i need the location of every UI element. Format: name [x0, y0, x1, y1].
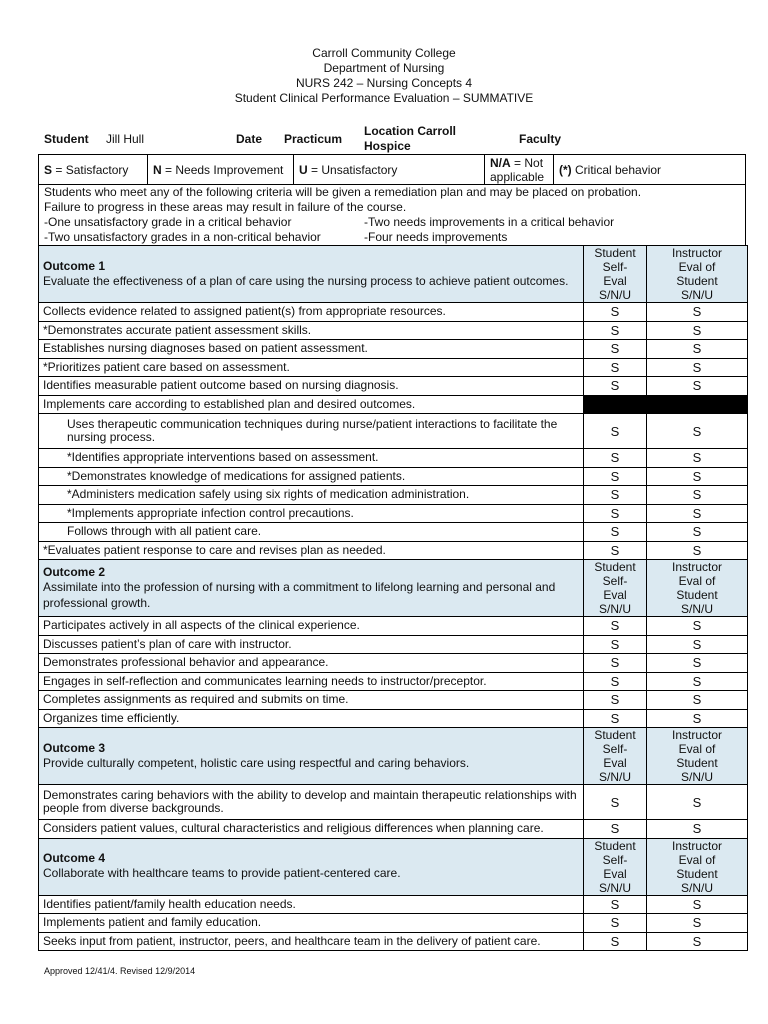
column-header-line: Eval — [603, 756, 627, 770]
student-grade-cell[interactable]: S — [584, 672, 647, 691]
student-grade-cell[interactable]: S — [584, 635, 647, 654]
outcome-heading — [39, 560, 584, 617]
criterion-row — [39, 820, 748, 839]
student-grade-cell[interactable]: S — [584, 303, 647, 322]
criterion-row — [39, 395, 748, 414]
outcome-description: Collaborate with healthcare teams to provide patient-centered care. — [43, 866, 401, 880]
criterion-row — [39, 654, 748, 673]
criterion-row — [39, 340, 748, 359]
criterion-text: *Demonstrates knowledge of medications for assigned patients. — [39, 467, 584, 486]
criterion-row — [39, 691, 748, 710]
date-label: Date — [236, 132, 263, 146]
criterion-text: *Prioritizes patient care based on assessment. — [39, 358, 584, 377]
instructor-grade-cell[interactable]: S — [647, 340, 748, 359]
criterion-text: *Administers medication safely using six rights of medication administration. — [39, 486, 584, 505]
outcome-header-row — [39, 728, 748, 785]
criteria-line-3a: -One unsatisfactory grade in a critical behavior — [44, 215, 292, 229]
criterion-text: *Identifies appropriate interventions based on assessment. — [39, 449, 584, 468]
remediation-criteria — [38, 184, 746, 246]
column-header-line: Student — [594, 246, 636, 260]
outcome-header-row — [39, 838, 748, 895]
student-grade-cell[interactable]: S — [584, 340, 647, 359]
criterion-row — [39, 635, 748, 654]
instructor-grade-cell[interactable]: S — [647, 358, 748, 377]
outcome-header-row — [39, 560, 748, 617]
not-evaluated-shade — [584, 395, 748, 414]
criterion-row — [39, 672, 748, 691]
criterion-text: Demonstrates professional behavior and appearance. — [39, 654, 584, 673]
instructor-grade-cell[interactable]: S — [647, 654, 748, 673]
column-header-line: Student — [676, 756, 718, 770]
criterion-text: Follows through with all patient care. — [39, 523, 584, 542]
student-grade-cell[interactable]: S — [584, 914, 647, 933]
criterion-row — [39, 504, 748, 523]
criterion-row — [39, 895, 748, 914]
outcome-description: Evaluate the effectiveness of a plan of care using the nursing process to achieve patient outcomes. — [43, 273, 569, 288]
form-title: Student Clinical Performance Evaluation – SUMMATIVE — [234, 91, 534, 105]
criterion-row — [39, 785, 748, 820]
instructor-grade-cell[interactable]: S — [647, 321, 748, 340]
instructor-grade-cell[interactable]: S — [647, 635, 748, 654]
instructor-grade-cell[interactable]: S — [647, 523, 748, 542]
column-header-line: Eval — [603, 274, 627, 288]
column-header-line: Eval of — [678, 852, 716, 867]
column-header-line: Student — [676, 866, 718, 881]
student-name[interactable]: Jill Hull — [106, 132, 145, 146]
student-self-eval-header — [584, 728, 647, 785]
column-header-line: Instructor — [671, 838, 722, 853]
criterion-text: Identifies measurable patient outcome based on nursing diagnosis. — [39, 377, 584, 396]
criteria-line-1: Students who meet any of the following criteria will be given a remediation plan and may be placed on probation. — [44, 185, 642, 199]
criterion-row — [39, 358, 748, 377]
student-grade-cell[interactable]: S — [584, 709, 647, 728]
column-header-line: Student — [594, 560, 636, 574]
criterion-row — [39, 541, 748, 560]
criterion-row — [39, 914, 748, 933]
faculty-label: Faculty — [519, 132, 562, 146]
column-header-line: S/N/U — [680, 770, 713, 784]
outcome-title: Outcome 1 — [43, 258, 106, 273]
criterion-row — [39, 932, 748, 951]
criterion-text: Implements care according to established plan and desired outcomes. — [39, 395, 584, 414]
outcome-title: Outcome 4 — [43, 851, 106, 865]
legend-needs-improvement: N = Needs Improvement — [148, 155, 294, 185]
criterion-text: Uses therapeutic communication techniques during nurse/patient interactions to facilitate the nursing process. — [39, 414, 584, 449]
student-self-eval-header — [584, 560, 647, 617]
evaluation-table — [38, 245, 748, 951]
instructor-grade-cell[interactable]: S — [647, 467, 748, 486]
criterion-text: *Evaluates patient response to care and revises plan as needed. — [39, 541, 584, 560]
student-grade-cell[interactable]: S — [584, 414, 647, 449]
criterion-text: Discusses patient’s plan of care with instructor. — [39, 635, 584, 654]
instructor-eval-header — [647, 560, 748, 617]
column-header-line: Eval of — [678, 742, 716, 756]
outcome-description: Provide culturally competent, holistic care using respectful and caring behaviors. — [43, 755, 470, 770]
instructor-grade-cell[interactable]: S — [647, 914, 748, 933]
location-label: Location Carroll — [364, 124, 457, 138]
criteria-line-3b: -Two needs improvements in a critical behavior — [364, 215, 615, 229]
practicum-label: Practicum — [284, 132, 343, 146]
column-header-line: Eval of — [678, 260, 716, 274]
criterion-text: Participates actively in all aspects of the clinical experience. — [39, 617, 584, 636]
student-info-row — [44, 124, 744, 156]
grading-legend — [38, 154, 746, 185]
outcome-description: Assimilate into the profession of nursing with a commitment to lifelong learning and personal and professional growth. — [43, 579, 556, 610]
criterion-row — [39, 523, 748, 542]
criterion-text: *Demonstrates accurate patient assessment skills. — [39, 321, 584, 340]
column-header-line: Student — [594, 838, 636, 853]
outcome-heading — [39, 728, 584, 785]
column-header-line: Eval of — [678, 574, 716, 588]
criterion-text: Collects evidence related to assigned patient(s) from appropriate resources. — [39, 303, 584, 322]
student-grade-cell[interactable]: S — [584, 377, 647, 396]
instructor-grade-cell[interactable]: S — [647, 414, 748, 449]
column-header-line: S/N/U — [598, 288, 631, 302]
criterion-row — [39, 377, 748, 396]
legend-critical-behavior: (*) Critical behavior — [554, 155, 746, 185]
criterion-text: Demonstrates caring behaviors with the ability to develop and maintain therapeutic relationships with people from diverse backgrounds. — [39, 785, 584, 820]
column-header-line: S/N/U — [598, 880, 631, 895]
student-grade-cell[interactable]: S — [584, 785, 647, 820]
outcome-header-row — [39, 246, 748, 303]
legend-unsatisfactory: U = Unsatisfactory — [294, 155, 485, 185]
column-header-line: S/N/U — [680, 602, 713, 616]
criteria-line-4a: -Two unsatisfactory grades in a non-critical behavior — [44, 230, 321, 244]
column-header-line: Eval — [603, 866, 627, 881]
criterion-text: Implements patient and family education. — [39, 914, 584, 933]
criteria-line-2: Failure to progress in these areas may result in failure of the course. — [44, 200, 407, 214]
criterion-row — [39, 617, 748, 636]
instructor-eval-header — [647, 728, 748, 785]
column-header-line: S/N/U — [680, 288, 713, 302]
instructor-grade-cell[interactable]: S — [647, 617, 748, 636]
criterion-row — [39, 709, 748, 728]
instructor-grade-cell[interactable]: S — [647, 895, 748, 914]
column-header-line: Self- — [602, 742, 628, 756]
student-self-eval-header — [584, 246, 647, 303]
student-grade-cell[interactable]: S — [584, 321, 647, 340]
legend-satisfactory: S = Satisfactory — [39, 155, 148, 185]
instructor-grade-cell[interactable]: S — [647, 932, 748, 951]
outcome-heading — [39, 246, 584, 303]
student-grade-cell[interactable]: S — [584, 504, 647, 523]
student-grade-cell[interactable]: S — [584, 617, 647, 636]
approval-footer: Approved 12/41/4. Revised 12/9/2014 — [44, 966, 196, 976]
criterion-text: Completes assignments as required and submits on time. — [39, 691, 584, 710]
criterion-text: Organizes time efficiently. — [39, 709, 584, 728]
column-header-line: Student — [676, 274, 718, 288]
criterion-text: Seeks input from patient, instructor, peers, and healthcare team in the delivery of patient care. — [39, 932, 584, 951]
column-header-line: Self- — [602, 852, 628, 867]
criterion-row — [39, 449, 748, 468]
legend-not-applicable: N/A = Not applicable — [485, 155, 554, 185]
criterion-text: Establishes nursing diagnoses based on patient assessment. — [39, 340, 584, 359]
column-header-line: Instructor — [671, 246, 722, 260]
instructor-grade-cell[interactable]: S — [647, 785, 748, 820]
location-value[interactable]: Hospice — [364, 139, 411, 153]
student-grade-cell[interactable]: S — [584, 449, 647, 468]
instructor-grade-cell[interactable]: S — [647, 504, 748, 523]
column-header-line: Eval — [603, 588, 627, 602]
student-grade-cell[interactable]: S — [584, 895, 647, 914]
instructor-grade-cell[interactable]: S — [647, 449, 748, 468]
student-grade-cell[interactable]: S — [584, 541, 647, 560]
column-header-line: S/N/U — [680, 880, 713, 895]
college-name: Carroll Community College — [312, 46, 456, 60]
student-grade-cell[interactable]: S — [584, 691, 647, 710]
column-header-line: Instructor — [671, 728, 722, 742]
criteria-line-4b: -Four needs improvements — [364, 230, 508, 244]
instructor-grade-cell[interactable]: S — [647, 820, 748, 839]
column-header-line: Self- — [602, 260, 628, 274]
student-grade-cell[interactable]: S — [584, 820, 647, 839]
criterion-text: Engages in self-reflection and communicates learning needs to instructor/preceptor. — [39, 672, 584, 691]
instructor-eval-header — [647, 838, 748, 895]
instructor-grade-cell[interactable]: S — [647, 486, 748, 505]
criterion-row — [39, 486, 748, 505]
instructor-grade-cell[interactable]: S — [647, 303, 748, 322]
column-header-line: Student — [594, 728, 636, 742]
student-grade-cell[interactable]: S — [584, 654, 647, 673]
criterion-row — [39, 467, 748, 486]
student-grade-cell[interactable]: S — [584, 932, 647, 951]
instructor-grade-cell[interactable]: S — [647, 709, 748, 728]
instructor-grade-cell[interactable]: S — [647, 672, 748, 691]
outcome-heading — [39, 838, 584, 895]
column-header-line: S/N/U — [598, 770, 631, 784]
column-header-line: S/N/U — [598, 602, 631, 616]
student-grade-cell[interactable]: S — [584, 467, 647, 486]
student-grade-cell[interactable]: S — [584, 486, 647, 505]
criterion-row — [39, 414, 748, 449]
course-name: NURS 242 – Nursing Concepts 4 — [295, 76, 473, 90]
instructor-grade-cell[interactable]: S — [647, 691, 748, 710]
criterion-text: Considers patient values, cultural characteristics and religious differences when planning care. — [39, 820, 584, 839]
student-grade-cell[interactable]: S — [584, 358, 647, 377]
department-name: Department of Nursing — [323, 61, 445, 75]
instructor-eval-header — [647, 246, 748, 303]
student-label: Student — [44, 132, 89, 146]
criterion-row — [39, 303, 748, 322]
criterion-text: Identifies patient/family health education needs. — [39, 895, 584, 914]
document-header — [0, 46, 768, 106]
criterion-row — [39, 321, 748, 340]
instructor-grade-cell[interactable]: S — [647, 377, 748, 396]
criterion-text: *Implements appropriate infection control precautions. — [39, 504, 584, 523]
student-grade-cell[interactable]: S — [584, 523, 647, 542]
outcome-title: Outcome 2 — [43, 564, 106, 579]
column-header-line: Student — [676, 588, 718, 602]
instructor-grade-cell[interactable]: S — [647, 541, 748, 560]
outcome-title: Outcome 3 — [43, 740, 106, 755]
column-header-line: Self- — [602, 574, 628, 588]
column-header-line: Instructor — [671, 560, 722, 574]
student-self-eval-header — [584, 838, 647, 895]
